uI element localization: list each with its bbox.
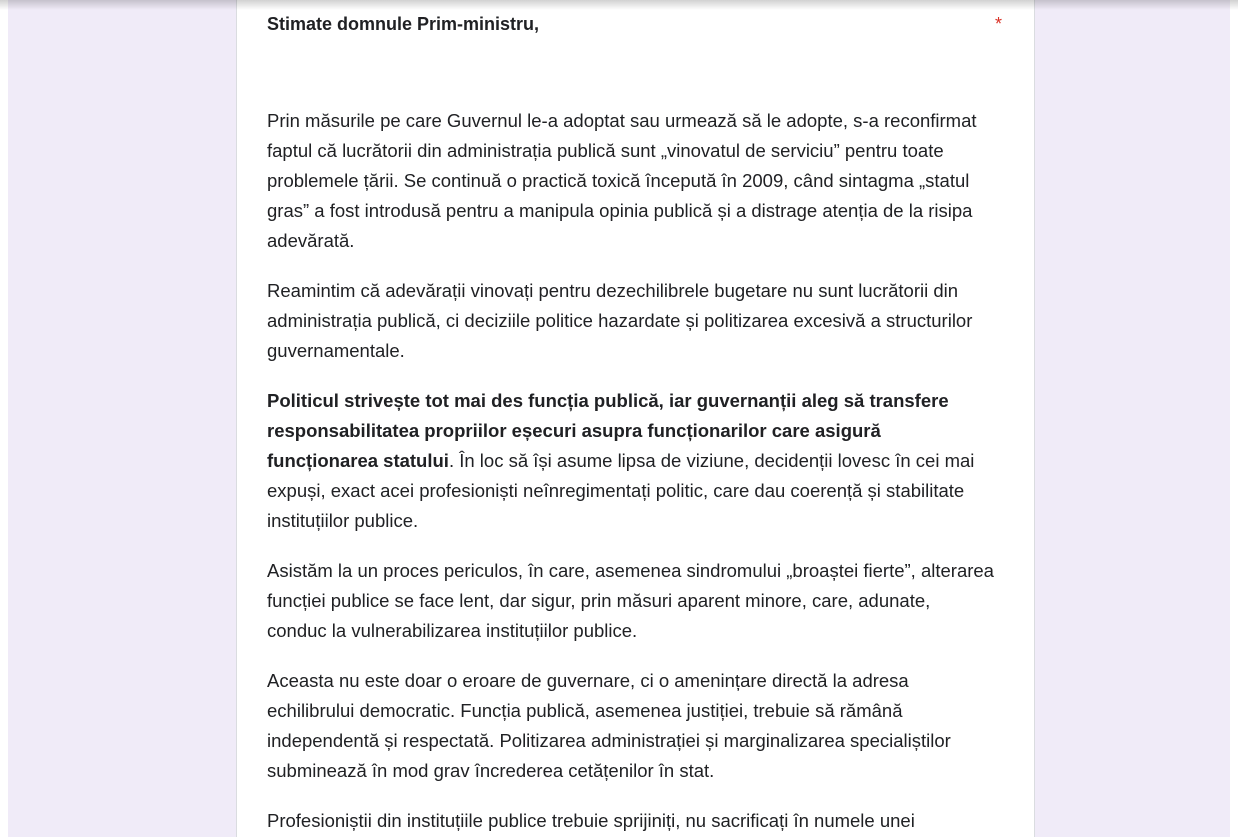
letter-paragraph: Reamintim că adevărații vinovați pentru dezechilibrele bugetare nu sunt lucrătorii din administrația publică, ci deciziile politice hazardate și politizarea excesivă a structurilor guvernamentale.: [267, 280, 973, 361]
question-title: Stimate domnule Prim-ministru,: [267, 14, 540, 34]
page-margin-left: [0, 0, 8, 837]
form-question-card: [237, 0, 1034, 837]
letter-paragraph-emphasis: Politicul strivește tot mai des funcția publică, iar guvernanții aleg să transfere responsabilitatea propriilor eșecuri asupra funcționarilor care asigură funcționarea statului: [267, 390, 949, 471]
letter-paragraph: Aceasta nu este doar o eroare de guvernare, ci o amenințare directă la adresa echilibrului democratic. Funcția publică, asemenea justiției, trebuie să rămână independentă și respectată. Politizarea administrației și marginalizarea specialiștilor subminează în mod grav încrederea cetățenilor în stat.: [267, 670, 951, 781]
letter-paragraph: Asistăm la un proces periculos, în care, asemenea sindromului „broaștei fierte”, alterarea funcției publice se face lent, dar sigur, prin măsuri aparent minore, care, adunate, conduc la vulnerabilizarea instituțiilor publice.: [267, 560, 994, 641]
page-margin-right: [1230, 0, 1238, 837]
required-indicator: *: [995, 14, 1003, 34]
letter-paragraph-text: . În loc să își asume lipsa de viziune, decidenții lovesc în cei mai expuși, exact acei profesioniști neînregimentați politic, care dau coerență și stabilitate instituțiilor publice.: [267, 450, 975, 531]
header-shadow: [0, 0, 1238, 10]
letter-paragraph: Prin măsurile pe care Guvernul le-a adoptat sau urmează să le adopte, s-a reconfirmat faptul că lucrătorii din administrația publică sunt „vinovatul de serviciu” pentru toate problemele țării. Se continuă o practică toxică începută în 2009, când sintagma „statul gras” a fost introdusă pentru a manipula opinia publică și a distrage atenția de la risipa adevărată.: [267, 110, 977, 251]
letter-paragraph: [267, 386, 995, 536]
question-description: [267, 106, 995, 837]
letter-paragraph: Profesioniștii din instituțiile publice trebuie sprijiniți, nu sacrificați în numele unei: [267, 810, 915, 831]
